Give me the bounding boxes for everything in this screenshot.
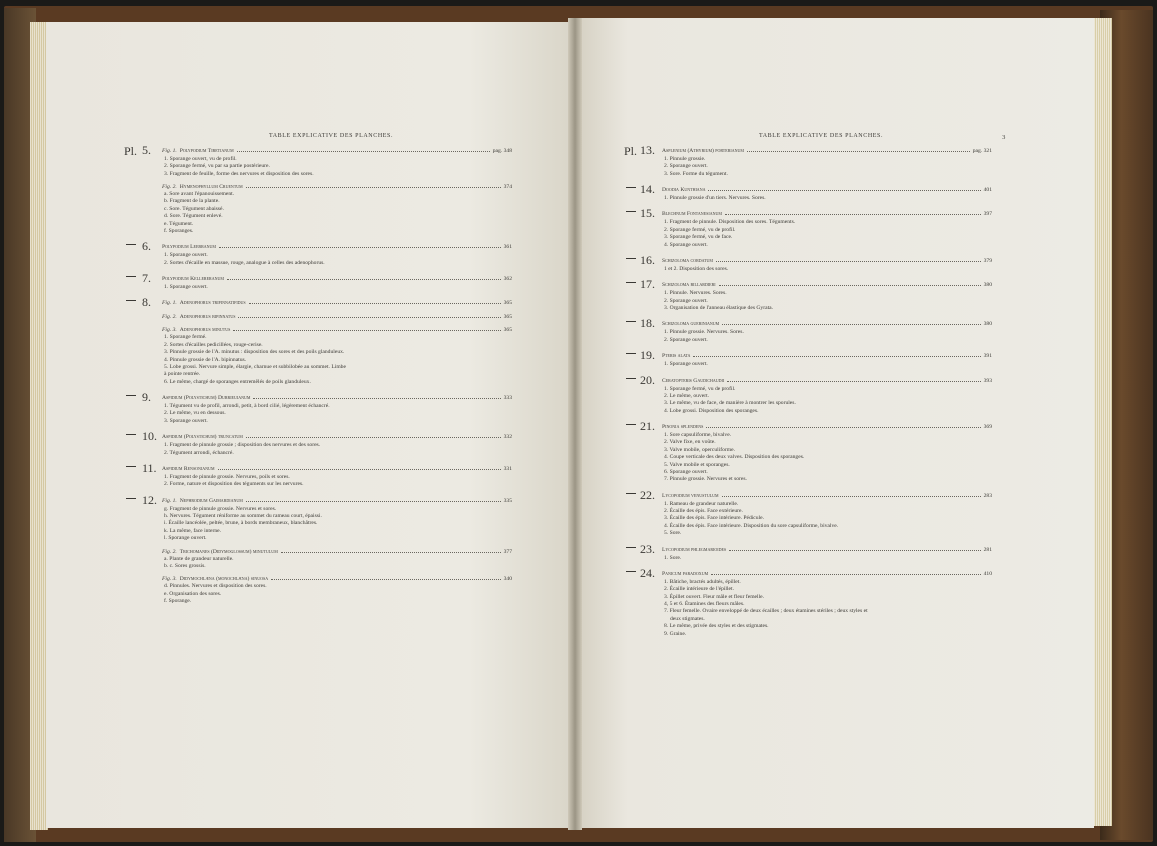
page-reference: 401 (983, 187, 992, 194)
page-reference: 340 (503, 576, 512, 583)
page-reference: 361 (503, 244, 512, 251)
title-row (662, 547, 992, 554)
plate-entry (142, 295, 512, 310)
right-entries (624, 142, 992, 638)
description-line: l. Sporange ouvert. (164, 535, 207, 542)
species-title: Aspidium (Polystichum) truncatum (162, 434, 243, 441)
entry-heading (640, 541, 992, 556)
title-row (662, 258, 992, 265)
running-head-right-text: TABLE EXPLICATIVE DES PLANCHES. (758, 133, 884, 139)
description-line: 2. Sporange fermé, vu de profil. (664, 226, 736, 233)
em-dash (126, 498, 136, 499)
description-line: 1. Pinnule grossie. (664, 155, 706, 162)
description-line: 2. Sporange ouvert. (664, 163, 708, 170)
description-line: 1. Sporange fermé. (164, 334, 207, 341)
species-title: Panicum paradoxum (662, 570, 709, 577)
species-title: Didymochlæna (monochlæna) sinuosa (179, 576, 269, 583)
description-line: e. Organisation des sores. (164, 590, 222, 597)
em-dash (626, 353, 636, 354)
book-gutter (568, 18, 582, 830)
page-reference: 377 (503, 548, 512, 555)
entry-heading (142, 460, 512, 475)
page-reference: 332 (503, 434, 512, 441)
species-title: Lycopodium venustulum (662, 492, 719, 499)
description-line: 4, 5 et 6. Étamines des fleurs mâles. (664, 601, 745, 608)
description-line: 2. Forme, nature et disposition des téguments sur les nervures. (164, 481, 304, 488)
description-line: à pointe rentrée. (164, 371, 201, 378)
page-reference: 335 (503, 497, 512, 504)
page-reference: 391 (983, 353, 992, 360)
figure-label: Fig. 1. (162, 300, 177, 307)
description-line: 1. Tégument vu de profil, arrondi, petit, à bord cilié, légèrement échancré. (164, 403, 330, 410)
description-line: 3. Organisation de l'anneau élastique des Gyrata. (664, 305, 774, 312)
title-row (162, 327, 512, 334)
plate-entry (640, 316, 992, 344)
species-title: Polypodium Tibetianum (179, 147, 234, 154)
entry-heading (142, 429, 512, 444)
description-line: 3. Sore. Forme du tégument. (664, 170, 728, 177)
title-row (662, 378, 992, 385)
entry-spacer (150, 543, 512, 546)
em-dash (126, 300, 136, 301)
plate-number: 18. (640, 316, 655, 331)
description-line: 2. Sporange ouvert. (664, 297, 708, 304)
figure-label: Fig. 3. (162, 327, 177, 334)
page-reference: 365 (503, 327, 512, 334)
description-line: 3. Épillet ouvert. Fleur mâle et fleur femelle. (664, 593, 765, 600)
entry-heading (640, 316, 992, 331)
plate-entry (640, 348, 992, 368)
species-title: Schizoloma billardieri (662, 282, 716, 289)
plate-entry (150, 326, 512, 386)
description-line: 3. Sporange fermé, vu de face. (664, 234, 733, 241)
title-row (162, 434, 512, 441)
dot-leader (722, 496, 981, 497)
figure-label: Fig. 2. (162, 184, 177, 191)
dot-leader (725, 214, 981, 215)
em-dash (626, 547, 636, 548)
plate-entry (640, 206, 992, 249)
plate-number: 21. (640, 419, 655, 434)
dot-leader (281, 552, 501, 553)
plate-entry (142, 390, 512, 425)
plate-number: 14. (640, 182, 655, 197)
description-line: 6. Sporange ouvert. (664, 468, 708, 475)
description-line: 1. Fragment de pinnule. Disposition des sores. Téguments. (664, 219, 796, 226)
plate-entry (640, 419, 992, 484)
description-line: 1. Pinnule grossie d'un tiers. Nervures. Sores. (664, 195, 766, 202)
plate-entry (142, 460, 512, 489)
species-title: Adenophorus tripinnatifidus (179, 300, 246, 307)
page-reference: pag. 348 (492, 147, 512, 154)
page-reference: 283 (983, 492, 992, 499)
entry-spacer (150, 321, 512, 324)
description-line: 3. Pinnule grossie de l'A. minutus : disposition des sores et des poils glanduleux. (164, 349, 345, 356)
entry-heading (624, 142, 992, 158)
title-row (162, 576, 512, 583)
species-title: Asplenium (Athyrium) porterianum (662, 147, 744, 154)
entry-heading (142, 295, 512, 310)
plate-number: 13. (640, 142, 655, 157)
title-row (662, 321, 992, 328)
description-line: g. Fragment de pinnule grossie. Nervures et sores. (164, 505, 277, 512)
description-line: 7. Pinnule grossie. Nervures et sores. (664, 476, 747, 483)
description-line: 3. Fragment de feuille, forme des nervures et disposition des sores. (164, 170, 314, 177)
species-title: Adenophorus minutus (179, 327, 231, 334)
title-row (162, 395, 512, 402)
page-reference: 374 (503, 184, 512, 191)
title-row (662, 282, 992, 289)
plate-number: 5. (142, 142, 151, 157)
title-row (162, 549, 512, 556)
description-line: 5. Lobe grossi. Nervure simple, élargie, charnue et subbilobée au sommet. Limbe (164, 363, 346, 370)
description-line: 3. Valve mobile, operculiforme. (664, 446, 736, 453)
plate-entry (124, 142, 512, 178)
em-dash (626, 187, 636, 188)
dot-leader (729, 550, 980, 551)
title-row (662, 424, 992, 431)
em-dash (626, 282, 636, 283)
title-row (662, 187, 992, 194)
page-reference: 369 (983, 424, 992, 431)
em-dash (126, 395, 136, 396)
page-reference: 410 (983, 570, 992, 577)
description-line: 1. Pinnule grossie. Nervures. Sores. (664, 329, 744, 336)
plate-entry (640, 565, 992, 638)
species-title: Adenophorus bipinnatus (179, 314, 236, 321)
entry-heading (640, 182, 992, 197)
entry-spacer (150, 308, 512, 311)
dot-leader (747, 151, 970, 152)
right-page-column (624, 133, 1006, 638)
description-line: 2. Tégument arrondi, échancré. (164, 449, 234, 456)
figure-label: Fig. 1. (162, 497, 177, 504)
page-reference: 379 (983, 257, 992, 264)
figure-label: Fig. 1. (162, 147, 177, 154)
plate-entry (150, 548, 512, 571)
species-title: Pteris alata (662, 353, 691, 360)
description-line: 4. Lobe grossi. Disposition des sporanges. (664, 407, 759, 414)
description-line: 1. Rameau de grandeur naturelle. (664, 500, 739, 507)
plate-number: 11. (142, 460, 157, 475)
species-title: Aspidium Rensonianum (162, 465, 215, 472)
title-row (162, 184, 512, 191)
description-line: 1. Sporange ouvert. (164, 284, 208, 291)
description-line: 6. Le même, chargé de sporanges entremêlés de poils glanduleux. (164, 378, 311, 385)
description-line: 1. Sporange ouvert. (164, 252, 208, 259)
plate-entry (640, 372, 992, 416)
species-title: Blechnum Fontanesianum (662, 211, 722, 218)
plate-entry (142, 492, 512, 543)
dot-leader (271, 579, 501, 580)
description-line: 3. Le même, vu de face, de manière à montrer les sporules. (664, 400, 796, 407)
plate-entry (142, 429, 512, 457)
entry-heading (640, 372, 992, 387)
species-title: Schizoloma cordatum (662, 257, 713, 264)
plate-label: Pl. (124, 143, 138, 158)
page-reference: 393 (983, 377, 992, 384)
em-dash (126, 244, 136, 245)
page-reference: 331 (503, 465, 512, 472)
title-row (662, 211, 992, 218)
description-line: i. Écaille lancéolée, peltée, brune, à bords membraneux, blanchâtres. (164, 520, 318, 527)
plate-entry (142, 271, 512, 291)
left-page-column (124, 133, 512, 605)
plate-label: Pl. (624, 143, 638, 158)
description-line: 4. Écaille des épis. Face intérieure. Disposition du sore capsuliforme, bivalve. (664, 522, 839, 529)
description-line: 9. Graine. (664, 630, 687, 637)
page-reference: 365 (503, 300, 512, 307)
page-reference: 365 (503, 314, 512, 321)
species-title: Polypodium Leebranum (162, 244, 216, 251)
description-line: 3. Écaille des épis. Face intérieure. Pédicule. (664, 515, 765, 522)
page-reference: pag. 321 (972, 147, 992, 154)
dot-leader (249, 303, 501, 304)
em-dash (126, 434, 136, 435)
description-line: 2. Valve fixe, en voûte. (664, 439, 716, 446)
description-line: f. Sporange. (164, 598, 192, 605)
plate-number: 7. (142, 271, 151, 286)
entry-spacer (150, 570, 512, 573)
dot-leader (706, 427, 980, 428)
figure-label: Fig. 2. (162, 314, 177, 321)
description-line: 2. Écaille des épis. Face extérieure. (664, 508, 743, 515)
plate-number: 19. (640, 348, 655, 363)
dot-leader (716, 261, 981, 262)
dot-leader (246, 437, 501, 438)
species-title: Schizoloma guerinianum (662, 321, 720, 328)
description-line: 2. Sporange ouvert. (664, 336, 708, 343)
figure-label: Fig. 3. (162, 576, 177, 583)
dot-leader (722, 324, 980, 325)
description-line: a. Sore avant l'épanouissement. (164, 191, 235, 198)
species-title: Nephrodium Gaimardianum (179, 497, 243, 504)
plate-number: 17. (640, 277, 655, 292)
description-line: 1. Fragment de pinnule grossie. Nervures, poils et sores. (164, 473, 290, 480)
plate-number: 20. (640, 372, 655, 387)
plate-entry (640, 541, 992, 562)
species-title: Trichomanes (Didymoglossum) minutulum (179, 548, 278, 555)
entry-heading (640, 348, 992, 363)
em-dash (626, 424, 636, 425)
description-line: d. Sore. Tégument enlevé. (164, 213, 223, 220)
entry-heading (640, 206, 992, 221)
page-reference: 397 (983, 211, 992, 218)
description-line: 3. Sporange ouvert. (164, 417, 208, 424)
plate-number: 6. (142, 239, 151, 254)
dot-leader (227, 279, 501, 280)
description-line: 2. Le même, vu en dessous. (164, 410, 226, 417)
plate-entry (624, 142, 992, 178)
species-title: Polypodium Kellereranum (162, 276, 224, 283)
entry-heading (640, 565, 992, 580)
entry-heading (640, 419, 992, 434)
plate-number: 9. (142, 390, 151, 405)
plate-number: 8. (142, 295, 151, 310)
description-line: 1. Pinnule. Nervures. Sores. (664, 290, 727, 297)
left-entries (124, 142, 512, 606)
plate-number: 10. (142, 429, 157, 444)
entry-heading (150, 326, 512, 334)
dot-leader (708, 190, 980, 191)
title-row (162, 300, 512, 307)
description-line: 1. Sore. (664, 554, 682, 561)
description-line: 2. Sortes d'écailles pedicillées, rouge-cerise. (164, 341, 263, 348)
species-title: Aspidium (Polystichum) Durrieuianum (162, 395, 251, 402)
plate-number: 24. (640, 565, 655, 580)
description-line: e. Tégument. (164, 220, 194, 227)
plate-number: 15. (640, 206, 655, 221)
title-row (662, 571, 992, 578)
entry-heading (640, 252, 992, 267)
dot-leader (219, 247, 501, 248)
dot-leader (693, 356, 980, 357)
species-title: Ceratopteris Gaudichaudii (662, 377, 725, 384)
description-line: deux stigmates. (670, 615, 705, 622)
title-row (662, 493, 992, 500)
em-dash (626, 378, 636, 379)
plate-entry (640, 487, 992, 538)
dot-leader (218, 469, 501, 470)
dot-leader (238, 317, 500, 318)
description-line: b. Fragment de la plante. (164, 198, 220, 205)
entry-heading (142, 492, 512, 507)
em-dash (626, 211, 636, 212)
figure-label: Fig. 2. (162, 548, 177, 555)
description-line: 5. Valve mobile et sporanges. (664, 461, 730, 468)
em-dash (626, 258, 636, 259)
entry-heading (150, 183, 512, 191)
description-line: 1. Bâtiche, bractés adultés, épillet. (664, 578, 741, 585)
plate-entry (640, 252, 992, 273)
description-line: 2. Sortes d'écaille en massue, rouge, analogue à celles des adenophorus. (164, 259, 325, 266)
entry-heading (150, 548, 512, 556)
description-line: 1. Sporange fermé, vu de profil. (664, 385, 736, 392)
entry-heading (142, 239, 512, 254)
species-title: Hymenophyllum Cruentum (179, 184, 243, 191)
title-row (162, 148, 512, 155)
description-line: k. La même, face interne. (164, 527, 221, 534)
species-title: Doodia Kunthiana (662, 187, 706, 194)
description-line: 7. Fleur femelle. Ovaire enveloppé de deux écailles ; deux étamines stériles ; deux styles et (664, 608, 868, 615)
description-line: 1. Sporange ouvert. (664, 361, 708, 368)
running-head-right (650, 133, 1006, 141)
title-row (162, 314, 512, 321)
running-head-left: TABLE EXPLICATIVE DES PLANCHES. (268, 133, 394, 139)
description-line: 4. Pinnule grossie de l'A. bipinnatus. (164, 356, 247, 363)
dot-leader (711, 574, 980, 575)
description-line: 1. Fragment de pinnule grossie ; disposition des nervures et des sores. (164, 442, 321, 449)
description-line: 4. Sporange ouvert. (664, 241, 708, 248)
plate-number: 12. (142, 492, 157, 507)
dot-leader (719, 285, 981, 286)
dot-leader (237, 151, 490, 152)
description-line: 1 et 2. Disposition des sores. (664, 265, 729, 272)
species-title: Lycopodium phlegmarioides (662, 546, 727, 553)
species-title: Pinonia splendens (662, 424, 704, 431)
description-line: h. Nervures. Tégument réniforme au sommet du rameau court, épaissi. (164, 513, 322, 520)
description-line: 2. Écaille intérieure de l'épillet. (664, 586, 734, 593)
em-dash (626, 321, 636, 322)
dot-leader (253, 398, 500, 399)
dot-leader (233, 330, 500, 331)
description-line: f. Sporanges. (164, 227, 194, 234)
plate-entry (150, 313, 512, 321)
page-reference: 281 (983, 546, 992, 553)
page-number: 3 (1002, 134, 1006, 141)
entry-heading (142, 390, 512, 405)
em-dash (626, 493, 636, 494)
plate-entry (150, 575, 512, 605)
plate-number: 22. (640, 487, 655, 502)
description-line: a. Plante de grandeur naturelle. (164, 555, 234, 562)
description-line: 4. Coupe verticale des deux valves. Disposition des sporanges. (664, 454, 805, 461)
title-row (662, 148, 992, 155)
plate-entry (142, 239, 512, 267)
title-row (162, 466, 512, 473)
entry-heading (640, 277, 992, 292)
description-line: b. c. Sores grossis. (164, 562, 206, 569)
title-row (162, 276, 512, 283)
em-dash (126, 466, 136, 467)
description-line: 1. Sore capsuliforme, bivalve. (664, 432, 732, 439)
title-row (662, 353, 992, 360)
dot-leader (727, 381, 980, 382)
entry-heading (124, 142, 512, 158)
dot-leader (246, 501, 501, 502)
description-line: 2. Le même, ouvert. (664, 392, 710, 399)
description-line: 5. Sore. (664, 530, 682, 537)
em-dash (626, 571, 636, 572)
em-dash (126, 276, 136, 277)
page-reference: 380 (983, 282, 992, 289)
description-line: 1. Sporange ouvert, vu de profil. (164, 155, 237, 162)
entry-heading (142, 271, 512, 286)
title-row (162, 498, 512, 505)
plate-number: 23. (640, 541, 655, 556)
page-reference: 362 (503, 276, 512, 283)
plate-number: 16. (640, 252, 655, 267)
plate-entry (640, 277, 992, 312)
dot-leader (246, 187, 501, 188)
description-line: 8. Le même, privée des styles et des stigmates. (664, 623, 769, 630)
title-row (162, 244, 512, 251)
description-line: d. Pinnules. Nervures et disposition des sores. (164, 583, 267, 590)
description-line: c. Sore. Tégument abaissé. (164, 205, 224, 212)
plate-entry (640, 182, 992, 202)
plate-entry (150, 183, 512, 235)
description-line: 2. Sporange fermé, vu par sa partie postérieure. (164, 163, 270, 170)
entry-heading (150, 575, 512, 583)
entry-spacer (150, 178, 512, 181)
page-reference: 333 (503, 395, 512, 402)
entry-heading (640, 487, 992, 502)
entry-heading (150, 313, 512, 321)
page-reference: 380 (983, 321, 992, 328)
